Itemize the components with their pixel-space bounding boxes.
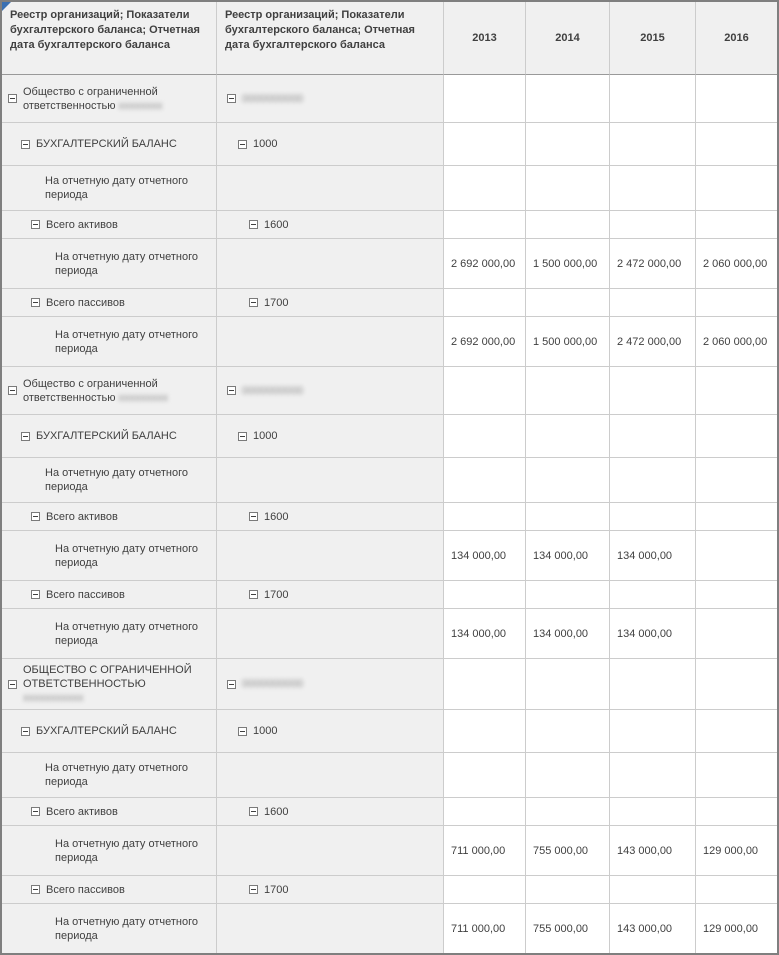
value-cell	[526, 798, 610, 826]
pivot-body	[2, 75, 777, 954]
value-cell	[696, 166, 777, 211]
collapse-minus-icon[interactable]	[31, 512, 40, 521]
value-cell	[696, 239, 777, 289]
pivot-row	[2, 503, 777, 531]
value-text: 2 472 000,00	[617, 335, 682, 348]
dim-code-cell	[217, 753, 444, 798]
value-cell	[610, 798, 696, 826]
value-cell	[444, 289, 526, 317]
row-label: БУХГАЛТЕРСКИЙ БАЛАНС	[36, 725, 177, 737]
pivot-row	[2, 581, 777, 609]
year-label: 2013	[472, 32, 497, 44]
collapse-minus-icon[interactable]	[238, 140, 247, 149]
value-cell	[526, 458, 610, 503]
pivot-row	[2, 239, 777, 289]
value-cell	[444, 710, 526, 753]
value-cell	[610, 659, 696, 710]
value-text: 134 000,00	[451, 549, 507, 562]
collapse-minus-icon[interactable]	[31, 590, 40, 599]
pivot-row	[2, 826, 777, 876]
dim-label-cell[interactable]	[2, 75, 217, 123]
value-cell	[526, 904, 610, 954]
pivot-row	[2, 166, 777, 211]
row-label: На отчетную дату отчетного периода	[55, 837, 198, 864]
value-cell	[526, 75, 610, 123]
value-cell	[696, 904, 777, 954]
value-text: 134 000,00	[617, 627, 673, 640]
row-label: На отчетную дату отчетного периода	[45, 467, 188, 493]
pivot-row	[2, 659, 777, 710]
dim-code-cell	[217, 904, 444, 954]
row-code: 1000	[253, 430, 278, 442]
dimension-header-2-label: Реестр организаций; Показатели бухгалтерского баланса; Отчетная дата бухгалтерского баланса	[225, 9, 415, 51]
collapse-minus-icon[interactable]	[8, 680, 17, 689]
value-cell	[696, 317, 777, 367]
dim-label-cell[interactable]	[2, 123, 217, 166]
value-text: 143 000,00	[617, 844, 673, 857]
value-cell	[696, 289, 777, 317]
row-label: ОБЩЕСТВО С ОГРАНИЧЕННОЙ ОТВЕТСТВЕННОСТЬЮ	[23, 664, 192, 690]
pivot-row	[2, 75, 777, 123]
dim-label-cell[interactable]	[2, 503, 217, 531]
dim-label-cell[interactable]	[2, 367, 217, 415]
row-code: 1700	[264, 883, 289, 896]
pivot-row	[2, 289, 777, 317]
value-cell	[610, 753, 696, 798]
value-text: 755 000,00	[533, 844, 589, 857]
dim-label-cell[interactable]	[2, 415, 217, 458]
value-cell	[696, 581, 777, 609]
collapse-minus-icon[interactable]	[238, 432, 247, 441]
dim-code-cell[interactable]	[217, 289, 444, 317]
collapse-minus-icon[interactable]	[227, 386, 236, 395]
value-text: 129 000,00	[703, 844, 759, 857]
value-text: 134 000,00	[533, 627, 589, 640]
value-cell	[610, 503, 696, 531]
value-cell	[696, 531, 777, 581]
dim-label-cell[interactable]	[2, 876, 217, 904]
value-text: 134 000,00	[451, 627, 507, 640]
redacted-org-name: xxxxxxxxx	[118, 391, 169, 404]
row-label: На отчетную дату отчетного периода	[55, 916, 198, 942]
collapse-minus-icon[interactable]	[31, 298, 40, 307]
value-cell	[526, 367, 610, 415]
value-text: 711 000,00	[451, 923, 506, 935]
row-label: Общество с ограниченной ответственностью	[23, 85, 158, 112]
row-label: Общество с ограниченной ответственностью	[23, 377, 158, 404]
corner-fold-icon	[0, 0, 13, 13]
dim-code-cell[interactable]	[217, 415, 444, 458]
row-code: 1700	[264, 588, 289, 601]
value-cell	[696, 609, 777, 659]
dim-label-cell[interactable]	[2, 798, 217, 826]
pivot-row	[2, 317, 777, 367]
value-cell	[610, 710, 696, 753]
value-cell	[526, 239, 610, 289]
redacted-org-name: xxxxxxxx	[118, 99, 163, 112]
row-code: 1000	[253, 138, 278, 150]
value-text: 2 472 000,00	[617, 257, 682, 270]
year-column-header-2016[interactable]	[696, 2, 777, 75]
row-label: На отчетную дату отчетного периода	[55, 250, 198, 277]
row-code: 1600	[264, 805, 289, 818]
value-cell	[696, 211, 777, 239]
value-cell	[610, 531, 696, 581]
value-cell	[610, 415, 696, 458]
value-cell	[696, 659, 777, 710]
value-cell	[444, 531, 526, 581]
dim-code-cell[interactable]	[217, 581, 444, 609]
value-cell	[610, 876, 696, 904]
value-cell	[444, 609, 526, 659]
pivot-row	[2, 123, 777, 166]
row-label: На отчетную дату отчетного периода	[55, 542, 198, 569]
value-cell	[444, 581, 526, 609]
value-cell	[610, 123, 696, 166]
value-text: 2 060 000,00	[703, 257, 768, 270]
value-cell	[526, 503, 610, 531]
dim-code-cell	[217, 166, 444, 211]
row-label: Всего активов	[46, 510, 118, 523]
collapse-minus-icon[interactable]	[21, 140, 30, 149]
pivot-row	[2, 876, 777, 904]
row-label: Всего активов	[46, 218, 118, 231]
dim-label-cell[interactable]	[2, 659, 217, 710]
dim-label-cell[interactable]	[2, 211, 217, 239]
pivot-row	[2, 367, 777, 415]
value-text: 755 000,00	[533, 923, 589, 935]
dim-label-cell[interactable]	[2, 904, 217, 954]
dim-code-cell[interactable]	[217, 75, 444, 123]
value-cell	[610, 904, 696, 954]
row-label: БУХГАЛТЕРСКИЙ БАЛАНС	[36, 430, 177, 442]
dim-code-cell[interactable]	[217, 798, 444, 826]
collapse-minus-icon[interactable]	[8, 94, 17, 103]
value-cell	[444, 166, 526, 211]
value-cell	[526, 876, 610, 904]
value-cell	[526, 581, 610, 609]
value-text: 134 000,00	[533, 549, 589, 562]
dim-label-cell[interactable]	[2, 317, 217, 367]
value-text: 143 000,00	[617, 923, 673, 935]
value-cell	[610, 826, 696, 876]
value-cell	[610, 581, 696, 609]
dim-label-cell[interactable]	[2, 289, 217, 317]
row-code: 1000	[253, 725, 278, 737]
header-row	[2, 2, 777, 75]
collapse-minus-icon[interactable]	[249, 807, 258, 816]
pivot-row	[2, 710, 777, 753]
row-label: На отчетную дату отчетного периода	[55, 328, 198, 355]
row-code: 1600	[264, 218, 289, 231]
value-cell	[526, 753, 610, 798]
value-text: 1 500 000,00	[533, 335, 598, 348]
row-label: БУХГАЛТЕРСКИЙ БАЛАНС	[36, 138, 177, 150]
redacted-org-code: 0000000000	[242, 92, 304, 105]
collapse-minus-icon[interactable]	[31, 885, 40, 894]
value-text: 2 060 000,00	[703, 335, 768, 348]
pivot-row	[2, 415, 777, 458]
pivot-row	[2, 531, 777, 581]
value-cell	[696, 753, 777, 798]
value-cell	[526, 826, 610, 876]
collapse-minus-icon[interactable]	[249, 298, 258, 307]
row-label: На отчетную дату отчетного периода	[55, 620, 198, 647]
value-cell	[444, 503, 526, 531]
collapse-minus-icon[interactable]	[21, 432, 30, 441]
year-column-header-2015[interactable]	[610, 2, 696, 75]
collapse-minus-icon[interactable]	[21, 727, 30, 736]
value-cell	[444, 239, 526, 289]
row-label: Всего пассивов	[46, 296, 125, 309]
value-cell	[610, 609, 696, 659]
dim-label-cell[interactable]	[2, 239, 217, 289]
dim-code-cell[interactable]	[217, 659, 444, 710]
value-cell	[696, 798, 777, 826]
dim-label-cell[interactable]	[2, 710, 217, 753]
row-label: На отчетную дату отчетного периода	[45, 175, 188, 201]
dim-code-cell[interactable]	[217, 710, 444, 753]
value-cell	[444, 75, 526, 123]
dim-label-cell[interactable]	[2, 531, 217, 581]
pivot-row	[2, 211, 777, 239]
value-text: 711 000,00	[451, 844, 506, 857]
value-cell	[610, 75, 696, 123]
collapse-minus-icon[interactable]	[238, 727, 247, 736]
value-cell	[526, 123, 610, 166]
value-cell	[610, 367, 696, 415]
value-cell	[696, 876, 777, 904]
value-cell	[526, 211, 610, 239]
dim-code-cell[interactable]	[217, 123, 444, 166]
dim-code-cell	[217, 317, 444, 367]
year-label: 2016	[724, 32, 749, 44]
collapse-minus-icon[interactable]	[249, 590, 258, 599]
pivot-row	[2, 753, 777, 798]
value-cell	[444, 211, 526, 239]
value-cell	[444, 904, 526, 954]
dim-label-cell[interactable]	[2, 753, 217, 798]
value-cell	[526, 415, 610, 458]
collapse-minus-icon[interactable]	[31, 220, 40, 229]
value-cell	[526, 710, 610, 753]
collapse-minus-icon[interactable]	[249, 885, 258, 894]
value-cell	[610, 166, 696, 211]
value-cell	[526, 659, 610, 710]
dimension-header-1[interactable]	[2, 2, 217, 75]
pivot-row	[2, 458, 777, 503]
value-cell	[444, 458, 526, 503]
value-text: 129 000,00	[703, 923, 759, 935]
dim-label-cell[interactable]	[2, 166, 217, 211]
value-cell	[696, 710, 777, 753]
value-cell	[444, 753, 526, 798]
value-text: 1 500 000,00	[533, 257, 598, 270]
row-label: Всего активов	[46, 805, 118, 818]
dim-code-cell	[217, 826, 444, 876]
collapse-minus-icon[interactable]	[8, 386, 17, 395]
value-cell	[610, 289, 696, 317]
dim-code-cell	[217, 531, 444, 581]
dim-code-cell[interactable]	[217, 367, 444, 415]
value-cell	[610, 317, 696, 367]
pivot-row	[2, 609, 777, 659]
value-text: 2 692 000,00	[451, 257, 516, 270]
value-cell	[444, 367, 526, 415]
row-label: На отчетную дату отчетного периода	[45, 762, 188, 788]
value-cell	[696, 367, 777, 415]
value-cell	[526, 166, 610, 211]
dim-label-cell[interactable]	[2, 581, 217, 609]
redacted-org-code: 0000000000	[242, 678, 304, 690]
row-code: 1600	[264, 510, 289, 523]
dim-label-cell[interactable]	[2, 826, 217, 876]
dim-code-cell	[217, 239, 444, 289]
value-cell	[526, 609, 610, 659]
value-cell	[444, 798, 526, 826]
value-cell	[696, 75, 777, 123]
value-cell	[444, 876, 526, 904]
row-code: 1700	[264, 296, 289, 309]
value-text: 134 000,00	[617, 549, 673, 562]
value-cell	[526, 317, 610, 367]
value-cell	[696, 123, 777, 166]
dimension-header-1-label: Реестр организаций; Показатели бухгалтерского баланса; Отчетная дата бухгалтерского баланса	[10, 9, 200, 51]
value-cell	[444, 317, 526, 367]
dimension-header-2[interactable]	[217, 2, 444, 75]
value-cell	[444, 659, 526, 710]
dim-label-cell[interactable]	[2, 609, 217, 659]
collapse-minus-icon[interactable]	[227, 680, 236, 689]
row-label: Всего пассивов	[46, 588, 125, 601]
year-label: 2014	[555, 32, 580, 44]
value-cell	[526, 531, 610, 581]
collapse-minus-icon[interactable]	[249, 512, 258, 521]
pivot-row	[2, 904, 777, 954]
value-cell	[610, 211, 696, 239]
dim-code-cell[interactable]	[217, 503, 444, 531]
redacted-org-code: 0000000000	[242, 384, 304, 397]
value-cell	[610, 239, 696, 289]
dim-code-cell	[217, 458, 444, 503]
value-cell	[696, 826, 777, 876]
value-cell	[696, 458, 777, 503]
value-cell	[526, 289, 610, 317]
year-column-header-2014[interactable]	[526, 2, 610, 75]
dim-label-cell[interactable]	[2, 458, 217, 503]
value-cell	[444, 415, 526, 458]
redacted-org-name: xxxxxxxxxxx	[23, 692, 84, 704]
value-cell	[444, 826, 526, 876]
value-cell	[610, 458, 696, 503]
dim-code-cell[interactable]	[217, 211, 444, 239]
collapse-minus-icon[interactable]	[31, 807, 40, 816]
value-cell	[444, 123, 526, 166]
dim-code-cell	[217, 609, 444, 659]
pivot-row	[2, 798, 777, 826]
year-column-header-2013[interactable]	[444, 2, 526, 75]
collapse-minus-icon[interactable]	[227, 94, 236, 103]
row-label: Всего пассивов	[46, 883, 125, 896]
dim-code-cell[interactable]	[217, 876, 444, 904]
year-label: 2015	[640, 32, 665, 44]
collapse-minus-icon[interactable]	[249, 220, 258, 229]
value-cell	[696, 415, 777, 458]
value-text: 2 692 000,00	[451, 335, 516, 348]
value-cell	[696, 503, 777, 531]
